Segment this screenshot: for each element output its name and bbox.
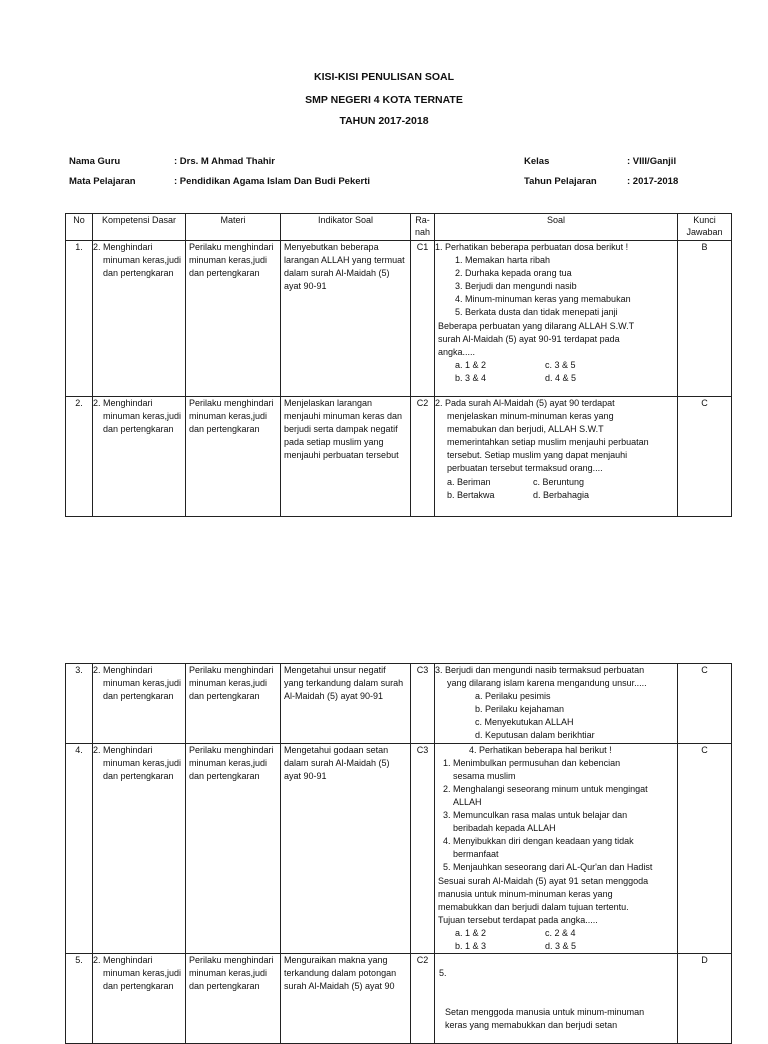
option: a. Beriman: [447, 476, 491, 487]
mapel-value: : Pendidikan Agama Islam Dan Budi Pekerti: [174, 176, 371, 187]
soal-item: 1. Memakan harta ribah: [455, 255, 551, 266]
guru-label: Nama Guru: [69, 156, 121, 167]
table-header-row: [66, 214, 732, 241]
soal-item: 4. Menyibukkan diri dengan keadaan yang tidak: [443, 836, 634, 847]
soal-item-cont: ALLAH: [453, 796, 482, 807]
row-soal: [435, 664, 678, 744]
kd-rest: minuman keras,judi dan pertengkaran: [103, 968, 182, 992]
tahun-value: : 2017-2018: [627, 176, 679, 187]
soal-item: 4. Minum-minuman keras yang memabukan: [455, 294, 631, 305]
soal-line: memabukan dan berjudi, ALLAH S.W.T: [447, 424, 604, 435]
kd-first: 2. Menghindari: [93, 955, 153, 966]
row-ranah: C3: [411, 664, 435, 744]
row-soal: [435, 743, 678, 954]
table-row: [66, 397, 732, 517]
soal-item: 3. Memunculkan rasa malas untuk belajar dan: [443, 810, 628, 821]
option: a. Perilaku pesimis: [475, 691, 551, 702]
option: d. Berbahagia: [533, 489, 590, 500]
col-kompetensi-dasar: Kompetensi Dasar: [93, 214, 186, 241]
row-kd: [93, 664, 186, 744]
soal-options: [435, 940, 674, 953]
soal-item: 2. Menghalangi seseorang minum untuk mengingat: [443, 783, 648, 794]
soal-item-cont: bermanfaat: [453, 849, 499, 860]
soal-spacer: [435, 954, 674, 967]
kd-first: 2. Menghindari: [93, 242, 153, 252]
col-kunci: Kunci Jawaban: [678, 214, 732, 241]
row-indikator: Mengetahui godaan setan dalam surah Al-Maidah (5) ayat 90-91: [281, 743, 411, 954]
row-no: 5.: [66, 954, 93, 1044]
soal-line: Setan menggoda manusia untuk minum-minuman: [445, 1007, 645, 1018]
title-line-1: KISI-KISI PENULISAN SOAL: [313, 71, 454, 83]
soal-spacer: [435, 980, 674, 1006]
table-row: [66, 954, 732, 1044]
soal-item: 5. Menjauhkan seseorang dari AL-Qur'an dan Hadist: [443, 862, 653, 873]
row-ranah: C2: [411, 397, 435, 517]
soal-options: [435, 489, 674, 502]
soal-stem: surah Al-Maidah (5) ayat 90-91 terdapat pada: [438, 333, 620, 344]
soal-options: [435, 359, 674, 372]
option: d. 3 & 5: [545, 940, 577, 951]
row-no: 4.: [66, 743, 93, 954]
soal-stem: Sesuai surah Al-Maidah (5) ayat 91 setan menggoda: [438, 875, 649, 886]
soal-item-cont: beribadah kepada ALLAH: [453, 823, 556, 834]
soal-question: 5.: [439, 968, 447, 979]
row-soal: [435, 954, 678, 1044]
kd-rest: minuman keras,judi dan pertengkaran: [103, 678, 182, 702]
soal-options: [435, 372, 674, 385]
row-kunci: C: [678, 743, 732, 954]
kd-first: 2. Menghindari: [93, 744, 153, 755]
kelas-value: : VIII/Ganjil: [627, 156, 677, 167]
row-materi: Perilaku menghindari minuman keras,judi dan pertengkaran: [186, 743, 281, 954]
option: d. Keputusan dalam berikhtiar: [475, 730, 595, 741]
soal-item: 3. Berjudi dan mengundi nasib: [455, 281, 577, 292]
soal-question: 2. Pada surah Al-Maidah (5) ayat 90 terdapat: [435, 398, 615, 408]
soal-question: 3. Berjudi dan mengundi nasib termaksud perbuatan: [435, 665, 645, 675]
row-no: 2.: [66, 397, 93, 517]
option: d. 4 & 5: [545, 372, 577, 383]
option: b. Bertakwa: [447, 489, 495, 500]
option: c. Menyekutukan ALLAH: [475, 717, 574, 728]
soal-item: 5. Berkata dusta dan tidak menepati janji: [455, 307, 618, 318]
soal-options: [435, 476, 674, 489]
soal-item: 2. Durhaka kepada orang tua: [455, 268, 572, 279]
guru-value: : Drs. M Ahmad Thahir: [174, 156, 275, 167]
row-no: 3.: [66, 664, 93, 744]
option: c. Beruntung: [533, 476, 585, 487]
row-indikator: Menjelaskan larangan menjauhi minuman keras dan berjudi serta dampak negatif pada setiap muslim yang menjauhi perbuatan tersebut: [281, 397, 411, 517]
title-line-3: TAHUN 2017-2018: [339, 115, 429, 127]
table-row: [66, 743, 732, 954]
row-soal: [435, 241, 678, 397]
row-materi: Perilaku menghindari minuman keras,judi dan pertengkaran: [186, 954, 281, 1044]
kd-rest: minuman keras,judi dan pertengkaran: [103, 255, 182, 279]
row-ranah: C2: [411, 954, 435, 1044]
mapel-label: Mata Pelajaran: [69, 176, 136, 187]
soal-item-cont: sesama muslim: [453, 770, 516, 781]
option: b. 1 & 3: [455, 940, 487, 951]
soal-stem: Beberapa perbuatan yang dilarang ALLAH S.W.T: [438, 320, 635, 331]
option: c. 2 & 4: [545, 927, 576, 938]
col-soal: Soal: [435, 214, 678, 241]
row-kunci: C: [678, 664, 732, 744]
soal-question: 4. Perhatikan beberapa hal berikut !: [469, 744, 612, 755]
row-no: 1.: [66, 241, 93, 397]
kisi-table-page-1: [65, 213, 732, 517]
row-materi: Perilaku menghindari minuman keras,judi dan pertengkaran: [186, 241, 281, 397]
soal-stem: angka.....: [438, 346, 476, 357]
col-no: No: [66, 214, 93, 241]
soal-line: tersebut. Setiap muslim yang dapat menjauhi: [447, 450, 628, 461]
kd-rest: minuman keras,judi dan pertengkaran: [103, 411, 182, 435]
col-ranah: Ra-nah: [411, 214, 435, 241]
kelas-label: Kelas: [524, 156, 550, 167]
kd-rest: minuman keras,judi dan pertengkaran: [103, 757, 182, 781]
option: b. Perilaku kejahaman: [475, 704, 565, 715]
soal-stem: manusia untuk minum-minuman keras yang: [438, 888, 613, 899]
title-line-2: SMP NEGERI 4 KOTA TERNATE: [305, 94, 463, 106]
option: a. 1 & 2: [455, 359, 487, 370]
option: c. 3 & 5: [545, 359, 576, 370]
table-row: [66, 241, 732, 397]
soal-stem: Tujuan tersebut terdapat pada angka.....: [438, 914, 598, 925]
soal-options: [435, 927, 674, 940]
kd-first: 2. Menghindari: [93, 665, 153, 675]
option: a. 1 & 2: [455, 927, 487, 938]
row-indikator: Mengetahui unsur negatif yang terkandung dalam surah Al-Maidah (5) ayat 90-91: [281, 664, 411, 744]
row-ranah: C1: [411, 241, 435, 397]
row-kd: [93, 743, 186, 954]
row-materi: Perilaku menghindari minuman keras,judi dan pertengkaran: [186, 664, 281, 744]
soal-line: memerintahkan setiap muslim menjauhi perbuatan: [447, 437, 649, 448]
soal-line: menjelaskan minum-minuman keras yang: [447, 411, 614, 422]
kisi-table-page-2: [65, 663, 732, 1044]
soal-item: 1. Menimbulkan permusuhan dan kebencian: [443, 757, 621, 768]
option: b. 3 & 4: [455, 372, 487, 383]
row-kd: [93, 954, 186, 1044]
kd-first: 2. Menghindari: [93, 398, 153, 408]
row-ranah: C3: [411, 743, 435, 954]
row-indikator: Menyebutkan beberapa larangan ALLAH yang termuat dalam surah Al-Maidah (5) ayat 90-91: [281, 241, 411, 397]
row-kunci: D: [678, 954, 732, 1044]
soal-line: perbuatan tersebut termaksud orang....: [447, 463, 603, 474]
soal-stem: memabukkan dan berjudi dalam tujuan tertentu.: [438, 901, 629, 912]
col-materi: Materi: [186, 214, 281, 241]
row-indikator: Menguraikan makna yang terkandung dalam potongan surah Al-Maidah (5) ayat 90: [281, 954, 411, 1044]
row-soal: [435, 397, 678, 517]
row-kunci: B: [678, 241, 732, 397]
tahun-label: Tahun Pelajaran: [524, 176, 597, 187]
row-kd: [93, 241, 186, 397]
row-kd: [93, 397, 186, 517]
soal-question-cont: yang dilarang islam karena mengandung unsur.....: [447, 678, 647, 689]
soal-line: keras yang memabukkan dan berjudi setan: [445, 1020, 618, 1031]
row-materi: Perilaku menghindari minuman keras,judi dan pertengkaran: [186, 397, 281, 517]
col-indikator: Indikator Soal: [281, 214, 411, 241]
table-row: [66, 664, 732, 744]
row-kunci: C: [678, 397, 732, 517]
soal-question: 1. Perhatikan beberapa perbuatan dosa berikut !: [435, 242, 629, 252]
